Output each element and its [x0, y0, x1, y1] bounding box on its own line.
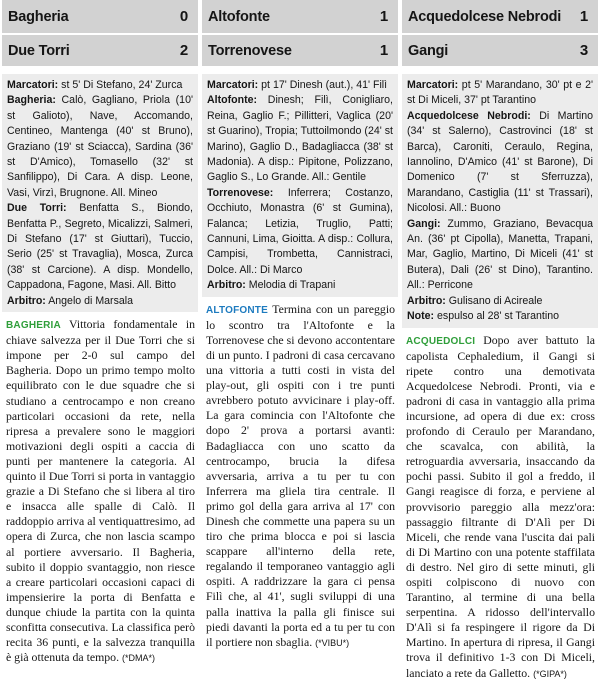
author-signature: (*GIPA*)	[533, 668, 567, 679]
match-column-bagheria	[2, 0, 198, 665]
away-team-row	[402, 33, 598, 66]
detail-label: Marcatori:	[207, 79, 259, 91]
notes-line	[407, 309, 593, 324]
home-lineup-line	[207, 93, 393, 185]
match-report	[402, 333, 598, 682]
detail-text: espulso al 28' st Tarantino	[434, 310, 559, 323]
detail-label: Arbitro:	[7, 294, 46, 307]
scorers-line	[407, 78, 593, 109]
match-details	[402, 74, 598, 328]
scorers-line	[207, 78, 393, 93]
referee-line	[207, 278, 393, 293]
home-team-name: Altofonte	[208, 8, 270, 25]
home-lineup-line	[7, 93, 193, 201]
scoreboard	[402, 0, 598, 66]
detail-label: Torrenovese:	[207, 186, 274, 199]
home-team-goals: 0	[179, 8, 188, 25]
detail-label: Marcatori:	[7, 79, 59, 91]
detail-text: Di Martino (34' st Salerno), Castrovinci (18' st Barca), Caroniti, Ceraulo, Regina, Iannolino, D'Amico (41' st Barone), Di Domenico (7' st Sferruzza), Marandano, Castiglia (11' st Trassari), Nicolosi. All.: Buono	[407, 109, 593, 215]
match-column-altofonte	[202, 0, 398, 649]
report-text: Termina con un pareggio lo scontro tra l'Altofonte e la Torrenovese che si devono accontentare di un punto. I padroni di casa cercavano una vittoria a tutti costi in vista del play-out, gli ospiti con i tre punti avrebbero potuto avvicinare i play-off. La gara comincia con l'Altofonte che dopo 2' prova a portarsi avanti: Badagliacca con uno scatto da centrocampo, brucia la difesa avversaria, arriva a tu per tu con Inferrera ma gliela tira centrale. Il primo gol della gara arriva al 17' con Dinesh che commette una papera su un tiro che prima blocca e poi si lascia scappare all'interno della rete, regalando il temporaneo vantaggio agli ospiti. A raddrizzare la gara ci pensa Filì che, al 41', sugli sviluppi di una palla inattiva la palla gli finisce sui piedi davanti la porta ed a tu per tu con il portiere non sbaglia.	[206, 301, 395, 649]
detail-text: pt 17' Dinesh (aut.), 41' Filì	[258, 79, 388, 91]
detail-label: Arbitro:	[407, 294, 446, 307]
referee-line	[7, 294, 193, 309]
detail-text: Calò, Gagliano, Priola (10' st Galioto), Nave, Accomando, Centineo, Mantenga (40' st Bruno), Graziano (19' st Sciacca), Sardina (36' st D'Amico), Tomasello (32' st Sanfilippo), Di Cara. A disp. Leone, Vasi, Virzì, Brugnone. All. Mineo	[7, 94, 193, 199]
away-team-name: Due Torri	[8, 42, 70, 59]
detail-text: Inferrera; Costanzo, Occhiuto, Monastra (6' st Gumina), Falanca; Letizia, Truglio, Patti; Cannuni, Lima, Gioitta. A disp.: Collura, Campisi, Trombetta, Cannistraci, Dolce. All.: Di Marco	[207, 186, 393, 276]
detail-label: Gangi:	[407, 217, 441, 230]
home-lineup-line	[407, 109, 593, 217]
scoreboard	[202, 0, 398, 66]
match-column-acquedolci	[402, 0, 598, 680]
home-team-goals: 1	[379, 8, 388, 25]
home-team-name: Acquedolcese Nebrodi	[408, 8, 562, 25]
detail-text: Melodia di Trapani	[245, 279, 336, 292]
away-team-goals: 3	[579, 42, 588, 59]
home-team-name: Bagheria	[8, 8, 69, 25]
home-team-row	[2, 0, 198, 33]
away-lineup-line	[207, 186, 393, 278]
away-lineup-line	[407, 217, 593, 294]
away-team-goals: 2	[179, 42, 188, 59]
detail-label: Acquedolcese Nebrodi:	[407, 109, 531, 122]
away-team-name: Torrenovese	[208, 42, 292, 59]
report-text: Vittoria fondamentale in chiave salvezza per il Due Torri che si impone per 2-0 sul campo del Bagheria. Dopo un primo tempo molto equilibrato con le due squadre che si studiano a centrocampo e non creano particolari occasioni da rete, nella ripresa a prevalere sono le maggiori motivazioni degli ospiti a caccia di punti per mantenere la categoria. Al quinto il Due Torri si porta in vantaggio grazie a Di Stefano che si libera al tiro e insacca alle spalle di Calò. Il raddoppio arriva al ventiquattresimo, ad opera di Zurca, che non lascia scampo al portiere avversario. Il Bagheria, subito il doppio svantaggio, non riesce a creare particolari occasioni capaci di impensierire la porta di Benfatta e dunque chiude la partita con la quinta sconfitta consecutiva. La classifica però recita 36 punti, e la salvezza tranquilla è già ottenuta da tempo.	[6, 317, 196, 665]
location-tag: BAGHERIA	[6, 320, 61, 332]
away-team-goals: 1	[379, 42, 388, 59]
detail-text: Dinesh; Filì, Conigliaro, Reina, Gaglio F.; Pillitteri, Vaglica (20' st Guarino), Tropia; Tuttoilmondo (24' st Marino), Gaglio D., Badagliacca (38' st Madonia). A disp.: Pipitone, Polizzano, Gaglio S., Lo Grande. All.: Gentile	[207, 94, 393, 184]
away-team-row	[202, 33, 398, 66]
match-report	[2, 317, 198, 666]
detail-label: Marcatori:	[407, 79, 459, 91]
location-tag: ACQUEDOLCI	[406, 335, 476, 347]
report-text: Dopo aver battuto la capolista Cephaledium, il Gangi si ripete contro una demotivata Acquedolcese Nebrodi. Pronti, via e padroni di casa in vantaggio alla prima incursione, ad opera di due ex: cross profondo di Ceraulo per Marandano, che scavalca, con abilità, la retroguardia avversaria, insaccando da pochi passi. Subito il gol a freddo, il Gangi reagisce di forza, e perviene al provvisorio pareggio alla mezz'ora: passaggio filtrante di D'Alì per Di Miceli, che rende vana l'uscita dai pali di Di Martino con una potente staffilata di destro. Nel giro di sette minuti, gli ospiti colpiscono di nuovo con Tarantino, al termine di una bella serpentina. A ridosso dell'intervallo D'Alì si fa respingere il rigore da Di Martino. In apertura di ripresa, il Gangi trova il definitivo 1-3 con Di Miceli, lanciato a rete da Galletto.	[406, 332, 595, 680]
home-team-row	[202, 0, 398, 33]
away-team-name: Gangi	[408, 42, 449, 59]
author-signature: (*VIBU*)	[315, 637, 350, 648]
detail-label: Due Torri:	[7, 202, 67, 215]
detail-label: Bagheria:	[7, 94, 56, 107]
location-tag: ALTOFONTE	[206, 304, 268, 316]
detail-text: Angelo di Marsala	[45, 294, 133, 307]
scoreboard	[2, 0, 198, 66]
detail-text: pt 5' Marandano, 30' pt e 2' st Di Miceli, 37' pt Tarantino	[407, 79, 593, 107]
author-signature: (*DMA*)	[121, 653, 155, 664]
detail-label: Altofonte:	[207, 94, 258, 107]
match-details	[2, 74, 198, 312]
referee-line	[407, 294, 593, 309]
detail-text: Benfatta S., Biondo, Benfatta P., Segreto, Micalizzi, Salmeri, Di Stefano (17' st Giuttari), Tuccio, Serio (25' st Travaglia), Mosca, Zurca (38' st Carcione). A disp. Mondello, Cappadona, Fagone, Masi. All. Bitto	[7, 202, 193, 292]
away-lineup-line	[7, 201, 193, 293]
match-report	[202, 302, 398, 651]
detail-text: Gulisano di Acireale	[445, 294, 543, 307]
detail-text: st 5' Di Stefano, 24' Zurca	[58, 79, 183, 91]
away-team-row	[2, 33, 198, 66]
scorers-line	[7, 78, 193, 93]
home-team-goals: 1	[579, 8, 588, 25]
home-team-row	[402, 0, 598, 33]
match-details	[202, 74, 398, 297]
detail-label: Note:	[407, 310, 435, 323]
detail-label: Arbitro:	[207, 279, 246, 292]
detail-text: Zummo, Graziano, Bevacqua An. (36' pt Cipolla), Manetta, Trapani, Mar, Gaglio, Martino, Di Miceli (41' st Butera), Dali (26' st Dino), Tarantino. All.: Perricone	[407, 217, 593, 292]
